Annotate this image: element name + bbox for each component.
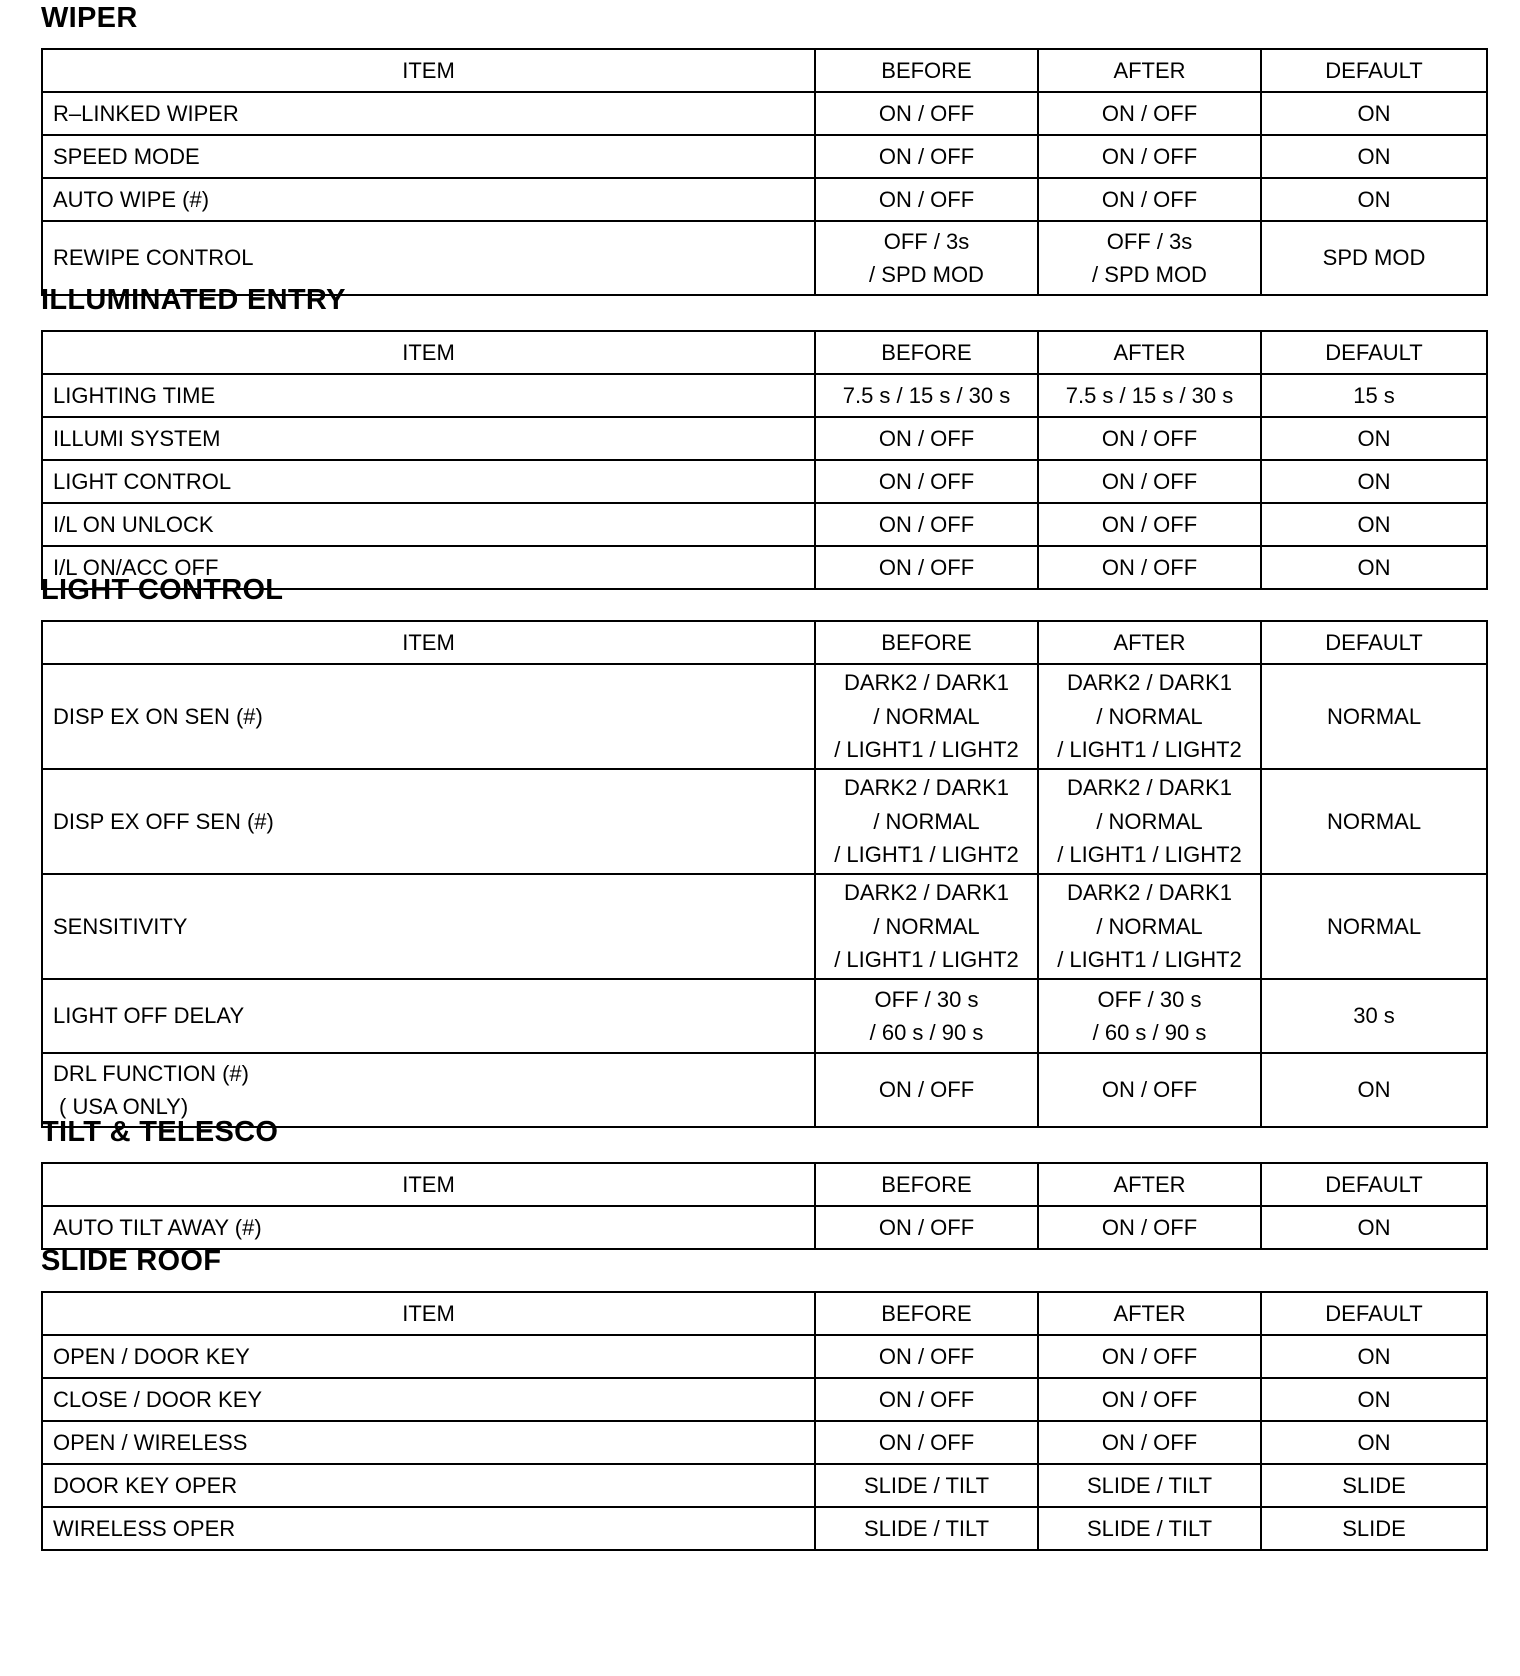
cell-text: DARK2 / DARK1 (1066, 670, 1233, 696)
cell-text: ON / OFF (1101, 1386, 1198, 1412)
cell-text: SLIDE / TILT (1086, 1472, 1213, 1498)
cell-text: ON / OFF (1101, 1214, 1198, 1240)
default-cell (1261, 178, 1487, 221)
default-cell (1261, 1421, 1487, 1464)
cell-text: ON / OFF (1101, 468, 1198, 494)
default-cell (1261, 1378, 1487, 1421)
default-cell (1261, 1335, 1487, 1378)
item-cell (42, 1206, 815, 1249)
item-cell (42, 503, 815, 546)
column-header-after: AFTER (1038, 1163, 1261, 1206)
table-row (42, 1378, 1487, 1421)
cell-text: AUTO WIPE (#) (53, 186, 210, 212)
table-row (42, 135, 1487, 178)
after-cell (1038, 417, 1261, 460)
before-cell (815, 664, 1038, 769)
cell-text: LIGHT CONTROL (53, 468, 232, 494)
cell-text: ON / OFF (1101, 1077, 1198, 1103)
cell-text: ON / OFF (878, 1343, 975, 1369)
cell-text: ON / OFF (1101, 554, 1198, 580)
section-title: ILLUMINATED ENTRY (41, 284, 346, 316)
before-cell (815, 92, 1038, 135)
item-cell (42, 769, 815, 874)
cell-text: OPEN / DOOR KEY (53, 1343, 250, 1369)
before-cell (815, 979, 1038, 1053)
cell-text: ON (1357, 186, 1391, 212)
default-cell (1261, 135, 1487, 178)
table-row (42, 874, 1487, 979)
cell-text: DARK2 / DARK1 (843, 880, 1010, 906)
header-row (42, 1292, 1487, 1335)
cell-text: ON / OFF (1101, 1343, 1198, 1369)
cell-text: ON (1357, 1343, 1391, 1369)
cell-text: / NORMAL (1096, 703, 1203, 729)
cell-text: / 60 s / 90 s (869, 1020, 984, 1045)
cell-text: SLIDE (1342, 1472, 1406, 1498)
cell-text: ON / OFF (1101, 143, 1198, 169)
column-header-item: ITEM (42, 1163, 815, 1206)
section-light-control (41, 576, 1486, 1128)
default-cell (1261, 460, 1487, 503)
cell-text: / LIGHT1 / LIGHT2 (834, 947, 1019, 973)
column-header-default: DEFAULT (1261, 331, 1487, 374)
column-header-default: DEFAULT (1261, 1292, 1487, 1335)
cell-text: ON / OFF (878, 1386, 975, 1412)
column-header-before: BEFORE (815, 621, 1038, 664)
cell-text: SPD MOD (1322, 245, 1426, 271)
header-row (42, 621, 1487, 664)
cell-text: 30 s (1353, 1003, 1395, 1029)
cell-text: ON / OFF (878, 468, 975, 494)
cell-text: ON (1357, 511, 1391, 537)
cell-text: SLIDE / TILT (1086, 1515, 1213, 1541)
cell-text: NORMAL (1326, 913, 1422, 939)
cell-text: R–LINKED WIPER (53, 100, 239, 126)
default-cell (1261, 874, 1487, 979)
table-row (42, 178, 1487, 221)
default-cell (1261, 1507, 1487, 1550)
before-cell (815, 874, 1038, 979)
section-wiper (41, 4, 1486, 296)
cell-text: OPEN / WIRELESS (53, 1429, 248, 1455)
cell-text: NORMAL (1326, 703, 1422, 729)
cell-text: ON / OFF (878, 186, 975, 212)
after-cell (1038, 503, 1261, 546)
item-cell (42, 664, 815, 769)
section-title: TILT & TELESCO (41, 1116, 279, 1148)
settings-table (41, 620, 1488, 1128)
cell-text: 7.5 s / 15 s / 30 s (842, 382, 1011, 408)
cell-text: ( USA ONLY) (59, 1094, 189, 1119)
cell-text: ON (1357, 1386, 1391, 1412)
column-header-item: ITEM (42, 49, 815, 92)
table-row (42, 503, 1487, 546)
cell-text: 15 s (1353, 382, 1395, 408)
section-title: SLIDE ROOF (41, 1245, 222, 1277)
header-row (42, 49, 1487, 92)
after-cell (1038, 221, 1261, 295)
cell-text: ON (1357, 1214, 1391, 1240)
after-cell (1038, 1335, 1261, 1378)
cell-text: ON / OFF (878, 143, 975, 169)
table-row (42, 1464, 1487, 1507)
section-slide-roof (41, 1247, 1486, 1551)
cell-text: ON (1357, 554, 1391, 580)
settings-table (41, 48, 1488, 296)
before-cell (815, 1507, 1038, 1550)
table-row (42, 979, 1487, 1053)
table-row (42, 417, 1487, 460)
cell-text: / LIGHT1 / LIGHT2 (834, 842, 1019, 868)
item-cell (42, 1507, 815, 1550)
item-cell (42, 874, 815, 979)
cell-text: 7.5 s / 15 s / 30 s (1065, 382, 1234, 408)
cell-text: OFF / 3s (883, 228, 970, 254)
before-cell (815, 417, 1038, 460)
section-tilt-telesco (41, 1118, 1486, 1250)
item-cell (42, 1335, 815, 1378)
default-cell (1261, 979, 1487, 1053)
before-cell (815, 221, 1038, 295)
before-cell (815, 1335, 1038, 1378)
cell-text: OFF / 3s (1106, 228, 1193, 254)
after-cell (1038, 1053, 1261, 1127)
cell-text: I/L ON/ACC OFF (53, 554, 219, 580)
after-cell (1038, 1378, 1261, 1421)
section-illuminated-entry (41, 286, 1486, 590)
after-cell (1038, 664, 1261, 769)
item-cell (42, 1464, 815, 1507)
cell-text: / LIGHT1 / LIGHT2 (1057, 842, 1242, 868)
before-cell (815, 1421, 1038, 1464)
settings-table (41, 1162, 1488, 1250)
cell-text: SPEED MODE (53, 143, 200, 169)
column-header-after: AFTER (1038, 1292, 1261, 1335)
table-row (42, 460, 1487, 503)
cell-text: / NORMAL (1096, 913, 1203, 939)
table-row (42, 92, 1487, 135)
before-cell (815, 1053, 1038, 1127)
column-header-item: ITEM (42, 331, 815, 374)
before-cell (815, 769, 1038, 874)
default-cell (1261, 1464, 1487, 1507)
table-row (42, 1206, 1487, 1249)
item-cell (42, 979, 815, 1053)
cell-text: OFF / 30 s (1097, 986, 1202, 1012)
cell-text: ON / OFF (1101, 425, 1198, 451)
after-cell (1038, 1421, 1261, 1464)
cell-text: ON (1357, 1429, 1391, 1455)
column-header-after: AFTER (1038, 49, 1261, 92)
column-header-after: AFTER (1038, 331, 1261, 374)
item-cell (42, 1378, 815, 1421)
column-header-before: BEFORE (815, 331, 1038, 374)
cell-text: ON (1357, 468, 1391, 494)
column-header-item: ITEM (42, 621, 815, 664)
item-cell (42, 135, 815, 178)
table-row (42, 1335, 1487, 1378)
column-header-before: BEFORE (815, 1163, 1038, 1206)
cell-text: ON / OFF (878, 1077, 975, 1103)
cell-text: ILLUMI SYSTEM (53, 425, 221, 451)
table-row (42, 664, 1487, 769)
cell-text: DOOR KEY OPER (53, 1472, 238, 1498)
settings-table (41, 1291, 1488, 1551)
before-cell (815, 460, 1038, 503)
cell-text: OFF / 30 s (874, 986, 979, 1012)
before-cell (815, 1464, 1038, 1507)
cell-text: I/L ON UNLOCK (53, 511, 214, 537)
after-cell (1038, 374, 1261, 417)
before-cell (815, 1378, 1038, 1421)
cell-text: / NORMAL (1096, 808, 1203, 834)
cell-text: ON / OFF (878, 554, 975, 580)
cell-text: DARK2 / DARK1 (843, 670, 1010, 696)
item-cell (42, 374, 815, 417)
default-cell (1261, 1206, 1487, 1249)
cell-text: / SPD MOD (869, 262, 984, 287)
default-cell (1261, 221, 1487, 295)
after-cell (1038, 460, 1261, 503)
item-cell (42, 460, 815, 503)
cell-text: ON / OFF (878, 1214, 975, 1240)
after-cell (1038, 1464, 1261, 1507)
cell-text: ON / OFF (1101, 1429, 1198, 1455)
column-header-default: DEFAULT (1261, 621, 1487, 664)
before-cell (815, 374, 1038, 417)
default-cell (1261, 769, 1487, 874)
cell-text: / 60 s / 90 s (1092, 1020, 1207, 1045)
cell-text: CLOSE / DOOR KEY (53, 1386, 263, 1412)
cell-text: ON (1357, 100, 1391, 126)
cell-text: DISP EX ON SEN (#) (53, 703, 263, 729)
after-cell (1038, 1206, 1261, 1249)
cell-text: NORMAL (1326, 808, 1422, 834)
table-row (42, 374, 1487, 417)
section-title: WIPER (41, 2, 138, 34)
cell-text: ON / OFF (1101, 511, 1198, 537)
cell-text: LIGHT OFF DELAY (53, 1003, 245, 1029)
column-header-before: BEFORE (815, 49, 1038, 92)
cell-text: DARK2 / DARK1 (843, 775, 1010, 801)
after-cell (1038, 874, 1261, 979)
column-header-default: DEFAULT (1261, 1163, 1487, 1206)
table-row (42, 1507, 1487, 1550)
cell-text: REWIPE CONTROL (53, 245, 254, 271)
column-header-default: DEFAULT (1261, 49, 1487, 92)
before-cell (815, 503, 1038, 546)
cell-text: ON (1357, 143, 1391, 169)
cell-text: ON / OFF (878, 425, 975, 451)
default-cell (1261, 92, 1487, 135)
cell-text: / LIGHT1 / LIGHT2 (1057, 947, 1242, 973)
default-cell (1261, 417, 1487, 460)
cell-text: ON / OFF (1101, 100, 1198, 126)
item-cell (42, 92, 815, 135)
cell-text: ON (1357, 425, 1391, 451)
after-cell (1038, 135, 1261, 178)
after-cell (1038, 92, 1261, 135)
table-row (42, 1421, 1487, 1464)
before-cell (815, 1206, 1038, 1249)
cell-text: / LIGHT1 / LIGHT2 (834, 737, 1019, 763)
column-header-before: BEFORE (815, 1292, 1038, 1335)
column-header-item: ITEM (42, 1292, 815, 1335)
column-header-after: AFTER (1038, 621, 1261, 664)
default-cell (1261, 503, 1487, 546)
item-cell (42, 1421, 815, 1464)
cell-text: / NORMAL (873, 703, 980, 729)
after-cell (1038, 979, 1261, 1053)
cell-text: DARK2 / DARK1 (1066, 880, 1233, 906)
default-cell (1261, 1053, 1487, 1127)
cell-text: ON (1357, 1077, 1391, 1103)
before-cell (815, 135, 1038, 178)
before-cell (815, 178, 1038, 221)
cell-text: / NORMAL (873, 808, 980, 834)
after-cell (1038, 1507, 1261, 1550)
cell-text: / SPD MOD (1092, 262, 1207, 287)
after-cell (1038, 178, 1261, 221)
section-title: LIGHT CONTROL (41, 574, 284, 606)
cell-text: SLIDE / TILT (863, 1472, 990, 1498)
cell-text: DRL FUNCTION (#) (53, 1060, 249, 1086)
cell-text: ON / OFF (1101, 186, 1198, 212)
cell-text: SLIDE (1342, 1515, 1406, 1541)
default-cell (1261, 664, 1487, 769)
table-row (42, 769, 1487, 874)
cell-text: AUTO TILT AWAY (#) (53, 1214, 262, 1240)
cell-text: / NORMAL (873, 913, 980, 939)
cell-text: DISP EX OFF SEN (#) (53, 808, 274, 834)
cell-text: ON / OFF (878, 511, 975, 537)
cell-text: SLIDE / TILT (863, 1515, 990, 1541)
cell-text: / LIGHT1 / LIGHT2 (1057, 737, 1242, 763)
cell-text: ON / OFF (878, 1429, 975, 1455)
cell-text: WIRELESS OPER (53, 1515, 236, 1541)
cell-text: SENSITIVITY (53, 913, 188, 939)
cell-text: LIGHTING TIME (53, 382, 216, 408)
default-cell (1261, 374, 1487, 417)
cell-text: DARK2 / DARK1 (1066, 775, 1233, 801)
after-cell (1038, 769, 1261, 874)
item-cell (42, 417, 815, 460)
header-row (42, 1163, 1487, 1206)
settings-table (41, 330, 1488, 590)
cell-text: ON / OFF (878, 100, 975, 126)
header-row (42, 331, 1487, 374)
item-cell (42, 178, 815, 221)
